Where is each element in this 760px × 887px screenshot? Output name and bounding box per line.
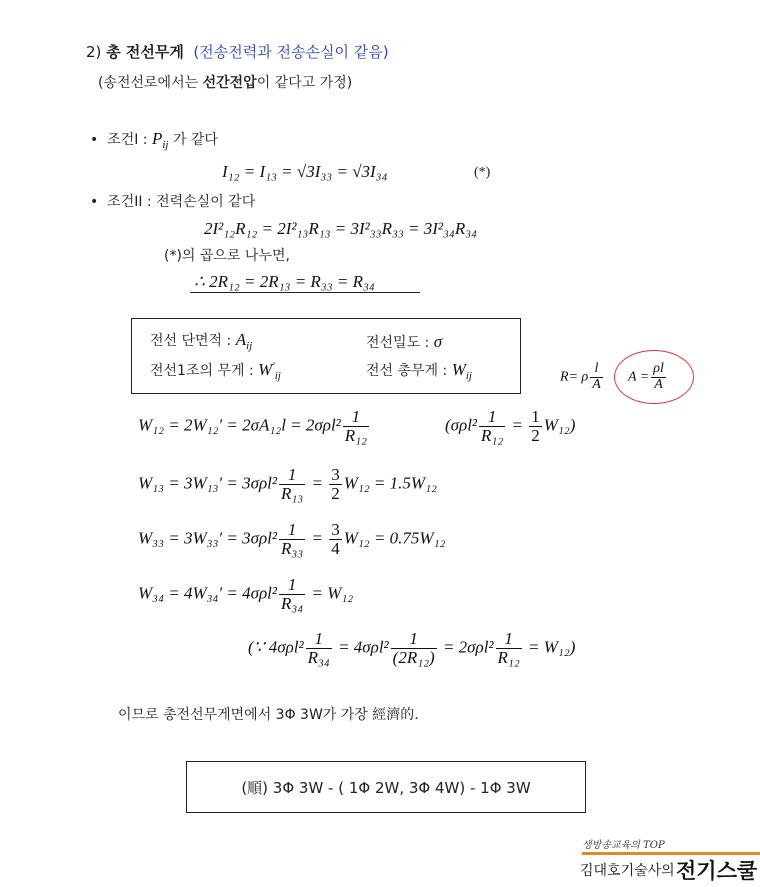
condition1-line bbox=[90, 129, 218, 151]
condition1-var: P bbox=[151, 129, 163, 148]
section-heading bbox=[86, 41, 389, 62]
weight13-mid: = bbox=[307, 473, 328, 493]
aside-pre: (σρl² bbox=[445, 415, 478, 435]
weight12-num: 1 bbox=[343, 408, 369, 427]
assumption-post: 이 같다고 가정) bbox=[256, 75, 353, 91]
condition2-equation: 2I²₁₂R₁₂ = 2I²₁₃R₁₃ = 3I²₃₃R₃₃ = 3I²₃₄R₃₄ bbox=[204, 219, 478, 238]
definition-total bbox=[366, 360, 472, 382]
divide-note: (*)의 곱으로 나누면, bbox=[164, 248, 290, 264]
because-den3: R₁₂ bbox=[497, 647, 520, 667]
definition-density bbox=[366, 332, 442, 352]
section-note: (전송전력과 전송손실이 같음) bbox=[193, 43, 389, 61]
total-label: 전선 총무게 : bbox=[366, 363, 452, 379]
bullet: • bbox=[90, 132, 99, 148]
total-var: W bbox=[451, 360, 466, 379]
weight-eq-34 bbox=[138, 576, 353, 613]
because-den1: R₃₄ bbox=[307, 647, 330, 667]
aside-den2: 2 bbox=[531, 425, 540, 445]
bullet: • bbox=[90, 194, 99, 210]
weight12-den: R₁₂ bbox=[344, 425, 367, 445]
weight-eq-12 bbox=[138, 408, 371, 445]
weight13-rhs: W₁₂ = 1.5W₁₂ bbox=[343, 473, 437, 493]
area-label: 전선 단면적 : bbox=[150, 333, 236, 349]
assumption-bold: 선간전압 bbox=[202, 75, 257, 91]
weight13-lhs: W₁₃ = 3W₁₃′ = 3σρl² bbox=[138, 473, 277, 493]
watermark-brand: 전기스쿨 bbox=[676, 859, 758, 883]
because-mid2: = 2σρl² bbox=[438, 637, 494, 657]
weight34-rhs: = W₁₂ bbox=[307, 583, 354, 603]
resistance-formula bbox=[560, 362, 605, 392]
resistance-den: A bbox=[592, 376, 601, 392]
because-num3: 1 bbox=[496, 630, 522, 649]
because-den2: (2R₁₂) bbox=[392, 647, 435, 667]
because-mid1: = 4σρl² bbox=[333, 637, 389, 657]
result-underline bbox=[190, 292, 420, 293]
weight33-lhs: W₃₃ = 3W₃₃′ = 3σρl² bbox=[138, 528, 277, 548]
aside-den: R₁₂ bbox=[481, 425, 504, 445]
definition-area bbox=[150, 330, 252, 352]
condition2-result: ∴ 2R₁₂ = 2R₁₃ = R₃₃ = R₃₄ bbox=[194, 272, 375, 291]
aside-num: 1 bbox=[479, 408, 505, 427]
resistance-lhs: R= ρ bbox=[560, 369, 589, 385]
definition-weight1 bbox=[150, 360, 281, 382]
weight33-den2: 4 bbox=[331, 538, 340, 558]
circled-den: A bbox=[654, 376, 663, 392]
condition2-line bbox=[90, 191, 255, 211]
watermark-name: 김대호기술사의 bbox=[580, 863, 675, 879]
weight1-var: W bbox=[258, 360, 273, 379]
condition1-text: 가 같다 bbox=[172, 132, 218, 148]
weight33-mid: = bbox=[307, 528, 328, 548]
section-title: 총 전선무게 bbox=[106, 43, 184, 61]
aside-mid: = bbox=[507, 415, 528, 435]
weight-eq-12-aside bbox=[445, 408, 575, 445]
weight33-num: 1 bbox=[279, 521, 305, 540]
condition2-label: 조건II : 전력손실이 같다 bbox=[107, 194, 256, 210]
condition1-var-sub: ij bbox=[162, 138, 169, 151]
because-num1: 1 bbox=[306, 630, 332, 649]
weight33-rhs: W₁₂ = 0.75W₁₂ bbox=[343, 528, 446, 548]
circled-lhs: A = bbox=[628, 369, 650, 385]
aside-post: W₁₂) bbox=[543, 415, 576, 435]
because-num2: 1 bbox=[391, 630, 437, 649]
weight1-sub: ij bbox=[274, 369, 281, 382]
equation-tag: (*) bbox=[474, 165, 491, 180]
because-pre: (∵ 4σρl² bbox=[248, 637, 304, 657]
weight33-den: R₃₃ bbox=[281, 538, 304, 558]
condition1-label: 조건I : bbox=[107, 132, 152, 148]
area-sub: ij bbox=[246, 339, 253, 352]
circled-formula bbox=[628, 362, 668, 392]
assumption-note bbox=[98, 72, 352, 92]
density-label: 전선밀도 : bbox=[366, 335, 434, 351]
weight13-num2: 3 bbox=[331, 465, 340, 484]
weight1-sup: ′ bbox=[272, 360, 275, 373]
area-var: A bbox=[235, 330, 247, 349]
total-sub: ij bbox=[465, 369, 472, 382]
because-post: = W₁₂) bbox=[523, 637, 576, 657]
because-equation bbox=[248, 630, 575, 667]
weight13-den2: 2 bbox=[331, 483, 340, 503]
density-var: σ bbox=[433, 332, 443, 351]
ranking-box bbox=[186, 761, 586, 813]
weight-eq-33 bbox=[138, 521, 445, 558]
weight-eq-13 bbox=[138, 466, 437, 503]
section-number: 2) bbox=[86, 43, 102, 61]
assumption-pre: (송전선로에서는 bbox=[98, 75, 203, 91]
weight13-num: 1 bbox=[279, 466, 305, 485]
circled-num: ρl bbox=[653, 361, 664, 376]
weight34-num: 1 bbox=[279, 576, 305, 595]
conclusion-text: 이므로 총전선무게면에서 3Φ 3W가 가장 經濟的. bbox=[118, 707, 419, 723]
aside-num2: 1 bbox=[531, 407, 540, 426]
ranking-text: (順) 3Φ 3W - ( 1Φ 2W, 3Φ 4W) - 1Φ 3W bbox=[241, 778, 531, 797]
condition1-equation: I₁₂ = I₁₃ = √3I₃₃ = √3I₃₄ bbox=[222, 162, 388, 181]
weight33-num2: 3 bbox=[331, 520, 340, 539]
weight1-label: 전선1조의 무게 : bbox=[150, 363, 259, 379]
resistance-num: l bbox=[590, 362, 603, 378]
weight12-lhs: W₁₂ = 2W₁₂′ = 2σA₁₂l = 2σρl² bbox=[138, 415, 341, 435]
weight34-den: R₃₄ bbox=[281, 593, 304, 613]
weight34-lhs: W₃₄ = 4W₃₄′ = 4σρl² bbox=[138, 583, 277, 603]
weight13-den: R₁₃ bbox=[281, 483, 304, 503]
watermark-small: 생방송교육의 TOP bbox=[582, 840, 665, 851]
